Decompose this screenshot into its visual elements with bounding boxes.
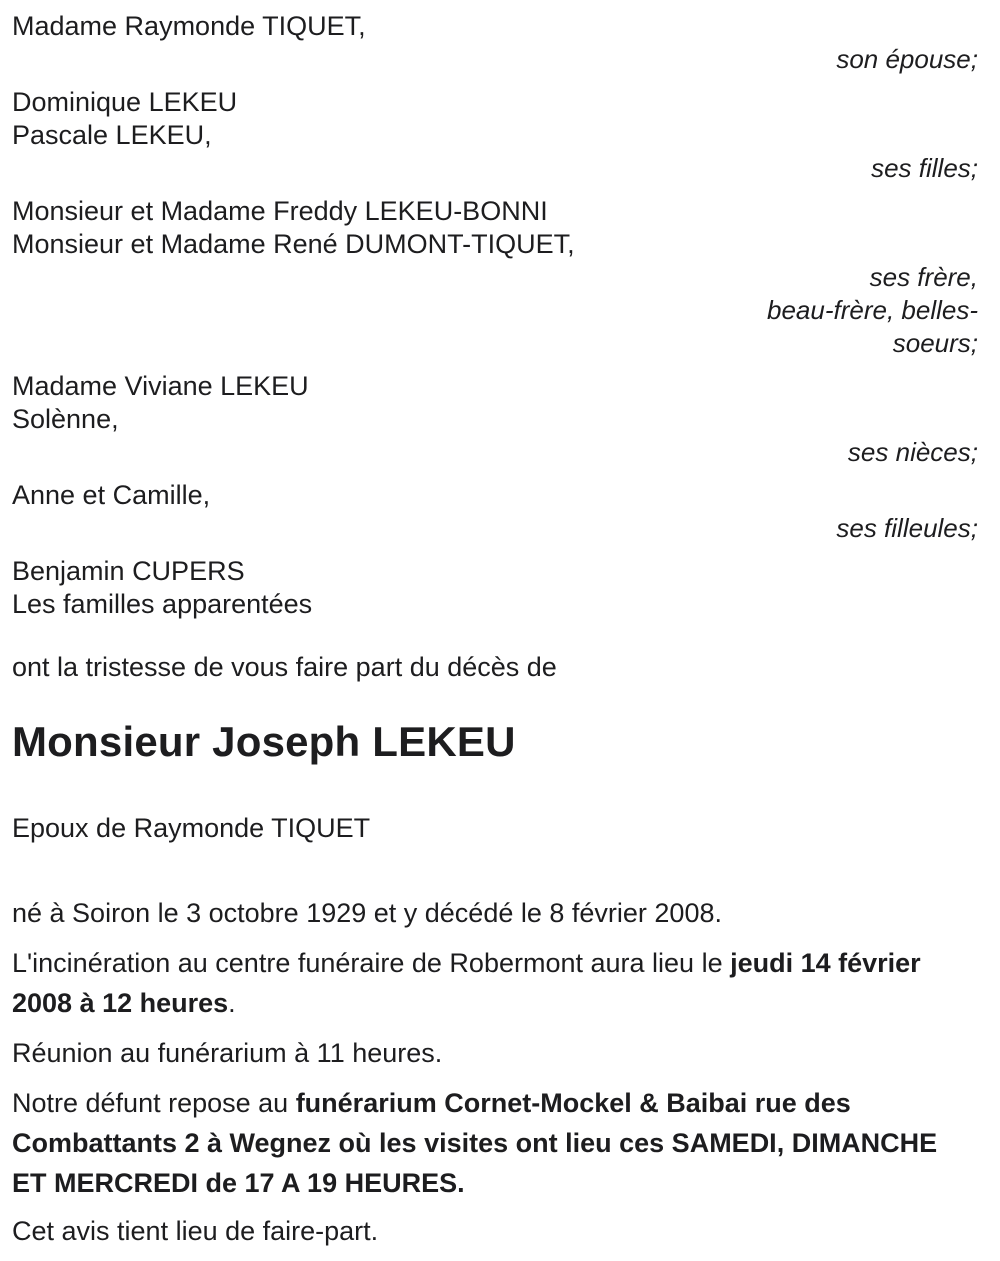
cremation-line	[12, 943, 978, 1023]
repose-text: Notre défunt repose au	[12, 1088, 296, 1118]
repose-line	[12, 1083, 978, 1203]
relative-line: Solènne,	[12, 404, 119, 434]
relative-line: Monsieur et Madame Freddy LEKEU-BONNI	[12, 196, 548, 226]
relatives-list	[12, 10, 978, 621]
relative-line: Monsieur et Madame René DUMONT-TIQUET,	[12, 229, 575, 259]
cremation-text: L'incinération au centre funéraire de Robermont aura lieu le	[12, 948, 731, 978]
cremation-datetime: jeudi 14 février 2008 à 12 heures	[12, 948, 921, 1018]
relation-label: beau-frère, belles-	[767, 295, 978, 325]
relative-line: Madame Viviane LEKEU	[12, 371, 309, 401]
relative-line: Pascale LEKEU,	[12, 120, 212, 150]
relative-line: Benjamin CUPERS	[12, 556, 245, 586]
birth-death-line: né à Soiron le 3 octobre 1929 et y décédé le 8 février 2008.	[12, 898, 722, 928]
relation-label: ses nièces;	[847, 437, 978, 467]
deceased-name: Monsieur Joseph LEKEU	[12, 718, 516, 765]
meeting-line: Réunion au funérarium à 11 heures.	[12, 1038, 443, 1068]
repose-location: funérarium Cornet-Mockel & Baibai rue des Combattants 2 à Wegnez où les visites ont lieu ces SAMEDI, DIMANCHE ET MERCREDI de 17 A 19 HEURES.	[12, 1088, 938, 1198]
relative-line: Dominique LEKEU	[12, 87, 238, 117]
details-section	[12, 893, 978, 1251]
closing-line: Cet avis tient lieu de faire-part.	[12, 1216, 379, 1246]
relation-label: soeurs;	[892, 328, 978, 358]
cremation-period: .	[228, 988, 236, 1018]
relative-line: Les familles apparentées	[12, 589, 313, 619]
relative-line: Madame Raymonde TIQUET,	[12, 11, 366, 41]
relative-line: Anne et Camille,	[12, 480, 211, 510]
relation-label: son épouse;	[836, 44, 978, 74]
relation-label: ses filles;	[871, 153, 978, 183]
deceased-subtitle: Epoux de Raymonde TIQUET	[12, 813, 371, 843]
announcement-intro: ont la tristesse de vous faire part du décès de	[12, 652, 557, 682]
relation-label: ses frère,	[869, 262, 978, 292]
relation-label: ses filleules;	[836, 513, 978, 543]
